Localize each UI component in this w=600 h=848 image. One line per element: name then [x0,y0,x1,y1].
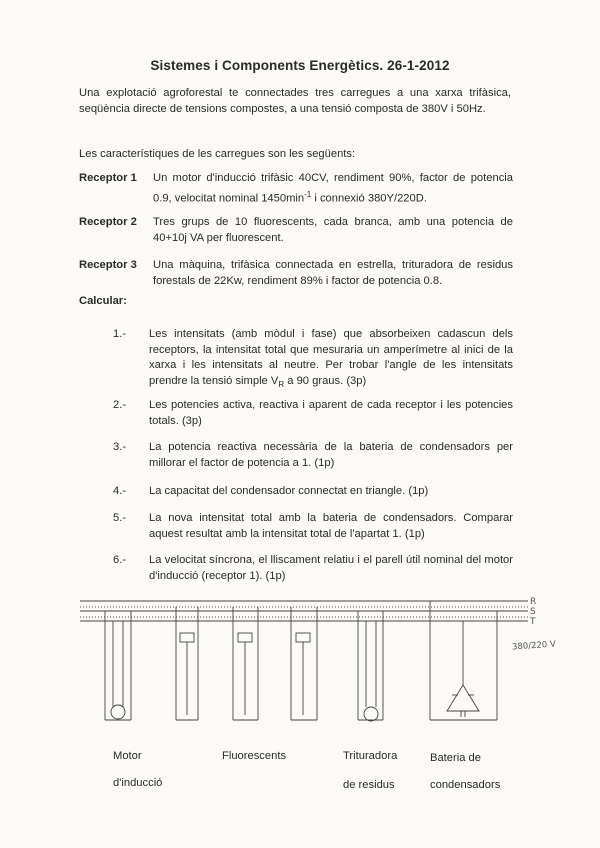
circuit-diagram [0,585,600,745]
question-number: 2.- [113,399,127,411]
caption-trituradora-2: de residus [343,779,395,791]
question-5 [113,511,513,542]
line-label-s: S [530,607,536,617]
caption-bateria-1: Bateria de [430,752,481,764]
question-text: Les potencies activa, reactiva i aparent de cada receptor i les potencies totals. (3p) [149,399,513,427]
caption-motor-1: Motor [113,750,142,762]
question-text: La capacitat del condensador connectat en triangle. (1p) [149,485,429,497]
receptor-1 [79,171,513,207]
line-label-t: T [530,617,536,627]
characteristics-line: Les característiques de les carregues son les següents: [79,148,356,160]
question-number: 1.- [113,328,127,340]
receptor-text-main: Un motor d'inducció trifàsic 40CV, rendiment 90%, factor de potencia 0.9, velocitat nominal 1450min [153,172,513,205]
question-text: La velocitat síncrona, el lliscament relatiu i el parell útil nominal del motor d'inducció (receptor 1). (1p) [149,554,513,582]
question-text-sub: R [278,379,285,389]
caption-bateria-2: condensadors [430,779,501,791]
calcular-heading: Calcular: [79,295,127,307]
receptor-text: Una màquina, trifàsica connectada en estrella, trituradora de residus forestals de 22Kw, rendiment 89% i factor de potencia 0.8. [153,259,513,287]
receptor-label: Receptor 2 [79,216,137,228]
motor-symbol [105,611,131,720]
line-label-r: R [530,597,537,607]
capacitor-bank-symbol [430,601,497,720]
question-text-end: a 90 graus. (3p) [284,374,367,387]
question-number: 6.- [113,554,127,566]
question-3 [113,440,513,471]
intro-paragraph: Una explotació agroforestal te connectades tres carregues a una xarxa trifàsica, seqüència directe de tensions compostes, a una tensió composta de 380V i 50Hz. [79,87,511,115]
question-2 [113,398,513,429]
fluorescent-branch-1 [176,607,198,720]
handwritten-voltage: 380/220 V [511,639,557,653]
receptor-text-end: i connexió 380Y/220D. [311,192,427,205]
caption-fluorescents: Fluorescents [222,750,287,762]
caption-trituradora-1: Trituradora [343,750,398,762]
receptor-text [153,171,513,207]
question-1 [113,327,513,392]
question-number: 5.- [113,512,127,524]
caption-motor-2: d'inducció [113,777,163,789]
trituradora-symbol [358,611,383,721]
receptor-3 [79,258,513,289]
receptor-2 [79,215,513,246]
page-title: Sistemes i Components Energètics. 26-1-2012 [150,58,450,73]
question-4 [113,484,513,500]
receptor-text-sup: -1 [304,189,312,199]
question-text: La nova intensitat total amb la bateria de condensadors. Comparar aquest resultat amb la intensitat total de l'apartat 1. (1p) [149,512,513,540]
receptor-text: Tres grups de 10 fluorescents, cada branca, amb una potencia de 40+10j VA per fluorescent. [153,216,513,244]
question-text-main: Les intensitats (amb mòdul i fase) que absorbeixen cadascun dels receptors, la intensitat total que mesuraria un amperímetre al inici de la xarxa i les intensitats al neutre. Per trobar l'angle de les intensitats prendre la tensió simple V [149,328,513,387]
question-6 [113,553,513,584]
fluorescent-branch-2 [233,607,258,720]
question-number: 3.- [113,441,127,453]
question-text [149,327,513,392]
question-text: La potencia reactiva necessària de la bateria de condensadors per millorar el factor de potencia a 1. (1p) [149,441,513,469]
receptor-label: Receptor 1 [79,172,137,184]
receptor-label: Receptor 3 [79,259,137,271]
fluorescent-branch-3 [291,607,317,720]
question-number: 4.- [113,485,127,497]
